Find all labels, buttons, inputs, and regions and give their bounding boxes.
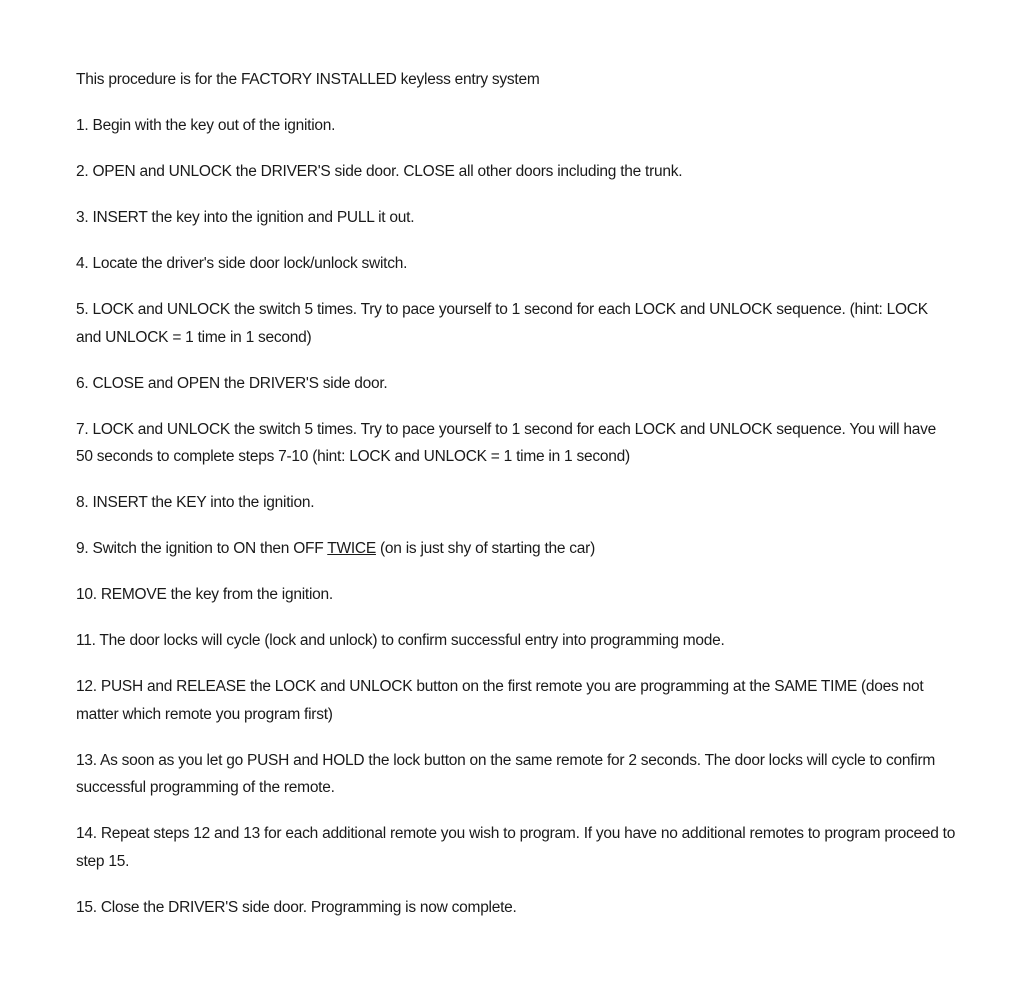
- step-15: 15. Close the DRIVER'S side door. Programming is now complete.: [76, 898, 517, 916]
- step-9-text: 9. Switch the ignition to ON then OFF: [76, 540, 328, 557]
- step-11: 11. The door locks will cycle (lock and unlock) to confirm successful entry into programming mode.: [76, 632, 725, 649]
- step-14: 14. Repeat steps 12 and 13 for each additional remote you wish to program. If you have no additional remotes to program proceed to step 15.: [76, 825, 956, 870]
- step-8: 8. INSERT the KEY into the ignition.: [76, 494, 315, 511]
- step-12: 12. PUSH and RELEASE the LOCK and UNLOCK button on the first remote you are programming at the SAME TIME (does not matter which remote you program first): [76, 678, 924, 723]
- step-2: 2. OPEN and UNLOCK the DRIVER'S side door. CLOSE all other doors including the trunk.: [76, 163, 683, 180]
- step-5: 5. LOCK and UNLOCK the switch 5 times. Try to pace yourself to 1 second for each LOCK and UNLOCK sequence. (hint: LOCK and UNLOCK = 1 time in 1 second): [76, 301, 928, 346]
- step-9-note: (on is just shy of starting the car): [375, 540, 595, 557]
- step-1: 1. Begin with the key out of the ignition.: [76, 117, 336, 134]
- step-7: 7. LOCK and UNLOCK the switch 5 times. Try to pace yourself to 1 second for each LOCK and UNLOCK sequence. You will have 50 seconds to complete steps 7-10 (hint: LOCK and UNLOCK = 1 time in 1 second): [76, 420, 936, 465]
- step-9-emphasis: TWICE: [327, 540, 376, 557]
- step-6: 6. CLOSE and OPEN the DRIVER'S side door.: [76, 374, 388, 392]
- step-9: [76, 535, 956, 563]
- step-3: 3. INSERT the key into the ignition and PULL it out.: [76, 209, 415, 226]
- step-4: 4. Locate the driver's side door lock/unlock switch.: [76, 255, 408, 272]
- step-13: 13. As soon as you let go PUSH and HOLD the lock button on the same remote for 2 seconds. The door locks will cycle to confirm successful programming of the remote.: [76, 751, 936, 796]
- step-10: 10. REMOVE the key from the ignition.: [76, 586, 333, 603]
- document-body: [76, 66, 956, 940]
- intro-text: This procedure is for the FACTORY INSTALLED keyless entry system: [76, 71, 540, 88]
